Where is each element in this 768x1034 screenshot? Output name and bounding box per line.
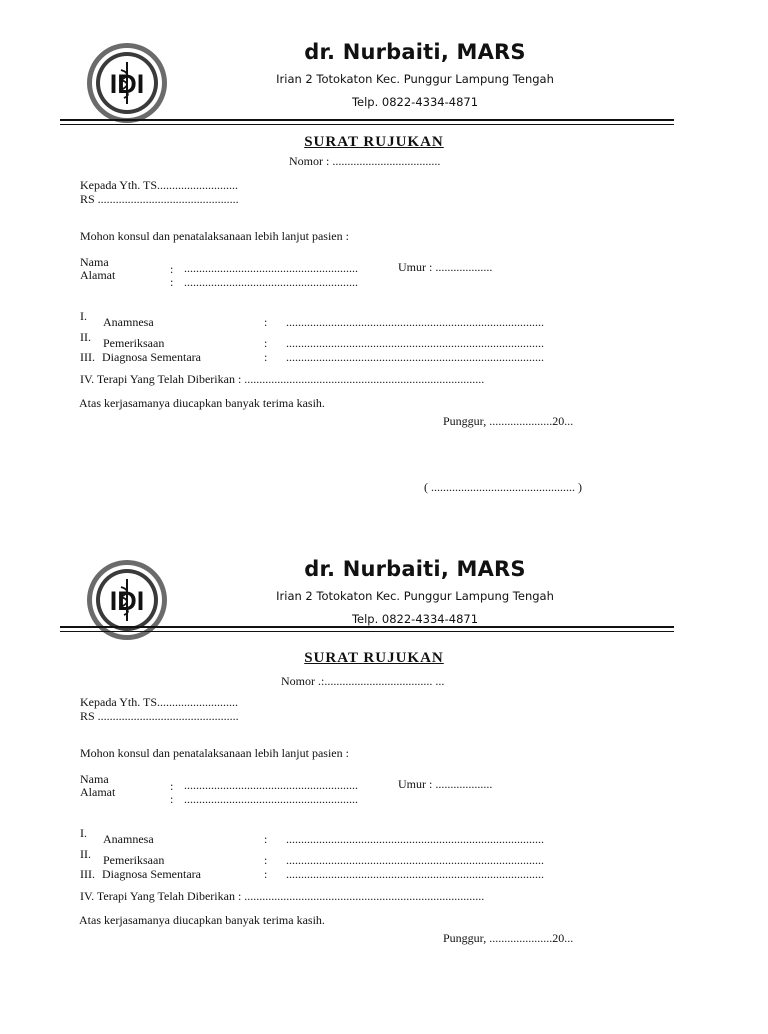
- form-title: SURAT RUJUKAN: [304, 650, 444, 666]
- anamnesa-colon: :: [264, 832, 268, 846]
- clinic-phone: Telp. 0822-4334-4871: [351, 612, 479, 626]
- kepada-field[interactable]: Kepada Yth. TS...........................: [80, 695, 238, 709]
- section-num-2: II.: [80, 847, 91, 861]
- header-divider-thin: [60, 631, 674, 632]
- anamnesa-label: Anamnesa: [103, 832, 154, 846]
- form-title: SURAT RUJUKAN: [304, 134, 444, 150]
- doctor-name: dr. Nurbaiti, MARS: [304, 40, 526, 64]
- place-date-field[interactable]: Punggur, .....................20...: [443, 414, 574, 428]
- section-num-2: II.: [80, 330, 91, 344]
- nama-label: Nama: [80, 772, 109, 786]
- section-num-1: I.: [80, 826, 87, 840]
- header-divider-thin: [60, 124, 674, 125]
- diagnosa-label: Diagnosa Sementara: [102, 867, 201, 881]
- nama-colon: :: [170, 779, 174, 793]
- nomor-field[interactable]: Nomor : ....................................: [289, 154, 441, 168]
- idi-logo-icon: [86, 42, 168, 124]
- diagnosa-label: Diagnosa Sementara: [102, 350, 201, 364]
- nama-colon: :: [170, 262, 174, 276]
- clinic-phone: Telp. 0822-4334-4871: [351, 95, 479, 109]
- umur-field[interactable]: Umur : ...................: [398, 260, 493, 274]
- pemeriksaan-label: Pemeriksaan: [103, 853, 165, 867]
- header-divider: [60, 626, 674, 628]
- pemeriksaan-label: Pemeriksaan: [103, 336, 165, 350]
- section-num-1: I.: [80, 309, 87, 323]
- pemeriksaan-field[interactable]: ......................................................................................: [286, 853, 544, 867]
- alamat-field[interactable]: ..........................................................: [184, 275, 358, 289]
- intro-text: Mohon konsul dan penatalaksanaan lebih lanjut pasien :: [80, 746, 349, 760]
- nama-field[interactable]: ..........................................................: [184, 778, 358, 792]
- pemeriksaan-colon: :: [264, 336, 268, 350]
- header-divider: [60, 119, 674, 121]
- umur-field[interactable]: Umur : ...................: [398, 777, 493, 791]
- clinic-address: Irian 2 Totokaton Kec. Punggur Lampung Tengah: [276, 72, 554, 86]
- place-date-field[interactable]: Punggur, .....................20...: [443, 931, 574, 945]
- intro-text: Mohon konsul dan penatalaksanaan lebih lanjut pasien :: [80, 229, 349, 243]
- diagnosa-colon: :: [264, 350, 268, 364]
- logo-text: IDI: [109, 69, 145, 99]
- anamnesa-field[interactable]: ......................................................................................: [286, 832, 544, 846]
- alamat-field[interactable]: ..........................................................: [184, 792, 358, 806]
- doctor-name: dr. Nurbaiti, MARS: [304, 557, 526, 581]
- alamat-label: Alamat: [80, 268, 116, 282]
- anamnesa-colon: :: [264, 315, 268, 329]
- rs-field[interactable]: RS ...............................................: [80, 709, 239, 723]
- rs-field[interactable]: RS ...............................................: [80, 192, 239, 206]
- nomor-field[interactable]: Nomor .:.................................... ...: [281, 674, 445, 688]
- section-num-3: III.: [80, 867, 95, 881]
- alamat-label: Alamat: [80, 785, 116, 799]
- diagnosa-field[interactable]: ......................................................................................: [286, 350, 544, 364]
- nama-label: Nama: [80, 255, 109, 269]
- signature-field[interactable]: ( ................................................ ): [424, 480, 582, 494]
- anamnesa-label: Anamnesa: [103, 315, 154, 329]
- nama-field[interactable]: ..........................................................: [184, 261, 358, 275]
- diagnosa-colon: :: [264, 867, 268, 881]
- thanks-text: Atas kerjasamanya diucapkan banyak terima kasih.: [79, 396, 325, 410]
- terapi-field[interactable]: IV. Terapi Yang Telah Diberikan : ................................................................................: [80, 889, 485, 903]
- pemeriksaan-colon: :: [264, 853, 268, 867]
- clinic-address: Irian 2 Totokaton Kec. Punggur Lampung Tengah: [276, 589, 554, 603]
- pemeriksaan-field[interactable]: ......................................................................................: [286, 336, 544, 350]
- idi-logo-icon: [86, 559, 168, 641]
- referral-form-2: [0, 517, 768, 1034]
- thanks-text: Atas kerjasamanya diucapkan banyak terima kasih.: [79, 913, 325, 927]
- anamnesa-field[interactable]: ......................................................................................: [286, 315, 544, 329]
- logo-text: IDI: [109, 586, 145, 616]
- alamat-colon: :: [170, 275, 174, 289]
- diagnosa-field[interactable]: ......................................................................................: [286, 867, 544, 881]
- section-num-3: III.: [80, 350, 95, 364]
- kepada-field[interactable]: Kepada Yth. TS...........................: [80, 178, 238, 192]
- terapi-field[interactable]: IV. Terapi Yang Telah Diberikan : ................................................................................: [80, 372, 485, 386]
- alamat-colon: :: [170, 792, 174, 806]
